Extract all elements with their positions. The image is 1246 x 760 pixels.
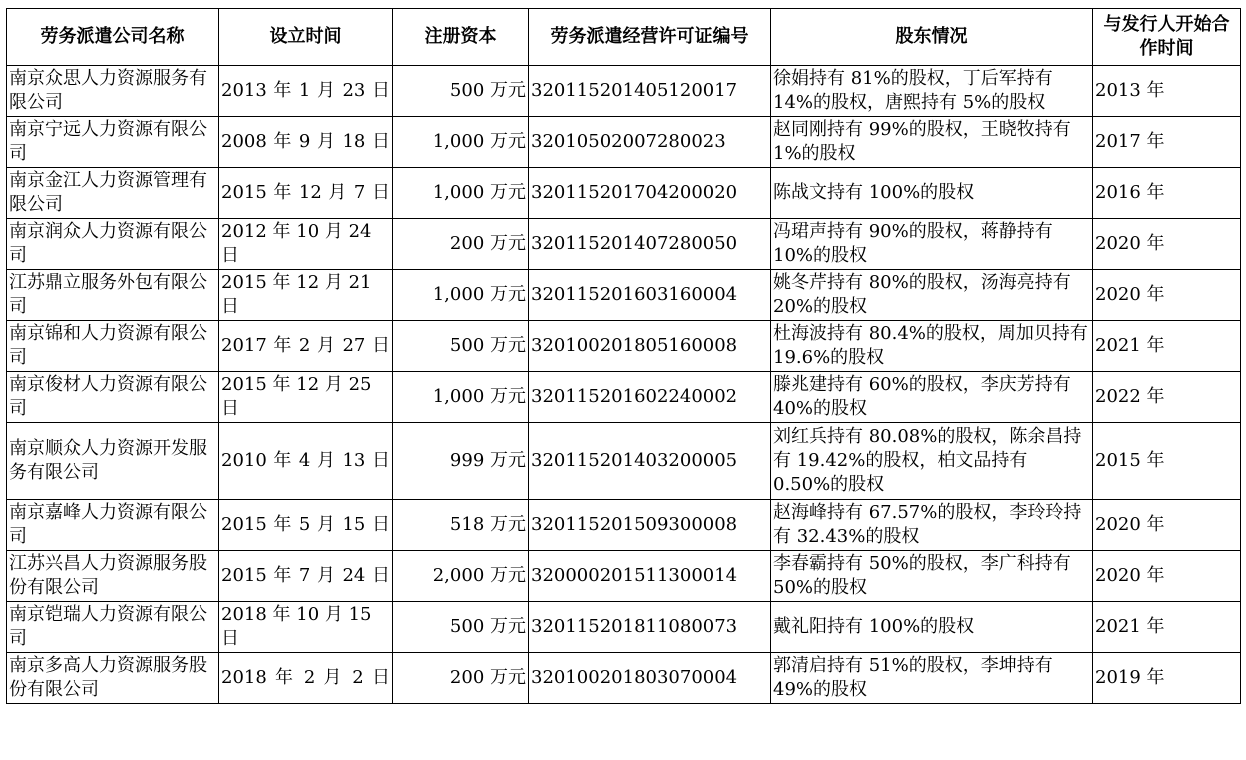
established-date-cell: 2010 年 4 月 13 日 (219, 423, 393, 500)
cooperation-start-cell: 2020 年 (1093, 551, 1241, 602)
cooperation-start-cell: 2016 年 (1093, 168, 1241, 219)
header-cooperation-start: 与发行人开始合作时间 (1093, 9, 1241, 66)
established-date-cell: 2015 年 12 月 25 日 (219, 372, 393, 423)
registered-capital-cell: 500 万元 (393, 321, 529, 372)
cooperation-start-cell: 2020 年 (1093, 219, 1241, 270)
company-name-cell: 江苏鼎立服务外包有限公司 (7, 270, 219, 321)
shareholders-cell: 李春霸持有 50%的股权，李广科持有 50%的股权 (771, 551, 1093, 602)
cooperation-start-cell: 2021 年 (1093, 321, 1241, 372)
established-date-cell: 2015 年 12 月 7 日 (219, 168, 393, 219)
company-name-cell: 南京多高人力资源服务股份有限公司 (7, 653, 219, 704)
table-row (7, 117, 1241, 168)
registered-capital-cell: 1,000 万元 (393, 270, 529, 321)
dispatch-companies-table (6, 8, 1241, 704)
header-registered-capital: 注册资本 (393, 9, 529, 66)
shareholders-cell: 郭清启持有 51%的股权，李坤持有 49%的股权 (771, 653, 1093, 704)
cooperation-start-cell: 2021 年 (1093, 602, 1241, 653)
registered-capital-cell: 2,000 万元 (393, 551, 529, 602)
established-date-cell: 2008 年 9 月 18 日 (219, 117, 393, 168)
license-number-cell: 32010502007280023 (529, 117, 771, 168)
registered-capital-cell: 1,000 万元 (393, 168, 529, 219)
table-row (7, 653, 1241, 704)
company-name-cell: 南京众思人力资源服务有限公司 (7, 66, 219, 117)
shareholders-cell: 刘红兵持有 80.08%的股权，陈余昌持有 19.42%的股权，柏文品持有 0.50%的股权 (771, 423, 1093, 500)
shareholders-cell: 陈战文持有 100%的股权 (771, 168, 1093, 219)
shareholders-cell: 赵海峰持有 67.57%的股权，李玲玲持有 32.43%的股权 (771, 500, 1093, 551)
license-number-cell: 320115201509300008 (529, 500, 771, 551)
license-number-cell: 320115201811080073 (529, 602, 771, 653)
shareholders-cell: 徐娟持有 81%的股权，丁后军持有 14%的股权，唐熙持有 5%的股权 (771, 66, 1093, 117)
shareholders-cell: 戴礼阳持有 100%的股权 (771, 602, 1093, 653)
company-name-cell: 南京俊材人力资源有限公司 (7, 372, 219, 423)
company-name-cell: 南京嘉峰人力资源有限公司 (7, 500, 219, 551)
shareholders-cell: 姚冬芹持有 80%的股权，汤海亮持有 20%的股权 (771, 270, 1093, 321)
company-name-cell: 南京润众人力资源有限公司 (7, 219, 219, 270)
company-name-cell: 江苏兴昌人力资源服务股份有限公司 (7, 551, 219, 602)
table-row (7, 500, 1241, 551)
registered-capital-cell: 1,000 万元 (393, 117, 529, 168)
table-row (7, 602, 1241, 653)
registered-capital-cell: 200 万元 (393, 653, 529, 704)
shareholders-cell: 杜海波持有 80.4%的股权，周加贝持有 19.6%的股权 (771, 321, 1093, 372)
header-row (7, 9, 1241, 66)
established-date-cell: 2013 年 1 月 23 日 (219, 66, 393, 117)
license-number-cell: 320100201805160008 (529, 321, 771, 372)
shareholders-cell: 滕兆建持有 60%的股权，李庆芳持有 40%的股权 (771, 372, 1093, 423)
shareholders-cell: 冯珺声持有 90%的股权，蒋静持有 10%的股权 (771, 219, 1093, 270)
cooperation-start-cell: 2022 年 (1093, 372, 1241, 423)
registered-capital-cell: 999 万元 (393, 423, 529, 500)
header-company-name: 劳务派遣公司名称 (7, 9, 219, 66)
shareholders-cell: 赵同刚持有 99%的股权，王晓牧持有 1%的股权 (771, 117, 1093, 168)
cooperation-start-cell: 2020 年 (1093, 500, 1241, 551)
registered-capital-cell: 500 万元 (393, 66, 529, 117)
license-number-cell: 320115201602240002 (529, 372, 771, 423)
cooperation-start-cell: 2013 年 (1093, 66, 1241, 117)
cooperation-start-cell: 2019 年 (1093, 653, 1241, 704)
table-row (7, 321, 1241, 372)
registered-capital-cell: 518 万元 (393, 500, 529, 551)
table-row (7, 372, 1241, 423)
established-date-cell: 2018 年 10 月 15 日 (219, 602, 393, 653)
company-name-cell: 南京金江人力资源管理有限公司 (7, 168, 219, 219)
registered-capital-cell: 200 万元 (393, 219, 529, 270)
company-name-cell: 南京顺众人力资源开发服务有限公司 (7, 423, 219, 500)
license-number-cell: 320100201803070004 (529, 653, 771, 704)
table-row (7, 66, 1241, 117)
license-number-cell: 320115201407280050 (529, 219, 771, 270)
cooperation-start-cell: 2017 年 (1093, 117, 1241, 168)
header-established-date: 设立时间 (219, 9, 393, 66)
company-name-cell: 南京宁远人力资源有限公司 (7, 117, 219, 168)
company-name-cell: 南京铠瑞人力资源有限公司 (7, 602, 219, 653)
registered-capital-cell: 500 万元 (393, 602, 529, 653)
table-row (7, 168, 1241, 219)
license-number-cell: 320115201603160004 (529, 270, 771, 321)
established-date-cell: 2012 年 10 月 24 日 (219, 219, 393, 270)
header-license-number: 劳务派遣经营许可证编号 (529, 9, 771, 66)
established-date-cell: 2015 年 7 月 24 日 (219, 551, 393, 602)
established-date-cell: 2017 年 2 月 27 日 (219, 321, 393, 372)
table-row (7, 270, 1241, 321)
table-row (7, 551, 1241, 602)
license-number-cell: 320115201403200005 (529, 423, 771, 500)
company-name-cell: 南京锦和人力资源有限公司 (7, 321, 219, 372)
license-number-cell: 320000201511300014 (529, 551, 771, 602)
registered-capital-cell: 1,000 万元 (393, 372, 529, 423)
cooperation-start-cell: 2020 年 (1093, 270, 1241, 321)
established-date-cell: 2015 年 12 月 21 日 (219, 270, 393, 321)
table-row (7, 423, 1241, 500)
header-shareholders: 股东情况 (771, 9, 1093, 66)
established-date-cell: 2018 年 2 月 2 日 (219, 653, 393, 704)
established-date-cell: 2015 年 5 月 15 日 (219, 500, 393, 551)
license-number-cell: 320115201405120017 (529, 66, 771, 117)
table-row (7, 219, 1241, 270)
license-number-cell: 320115201704200020 (529, 168, 771, 219)
cooperation-start-cell: 2015 年 (1093, 423, 1241, 500)
